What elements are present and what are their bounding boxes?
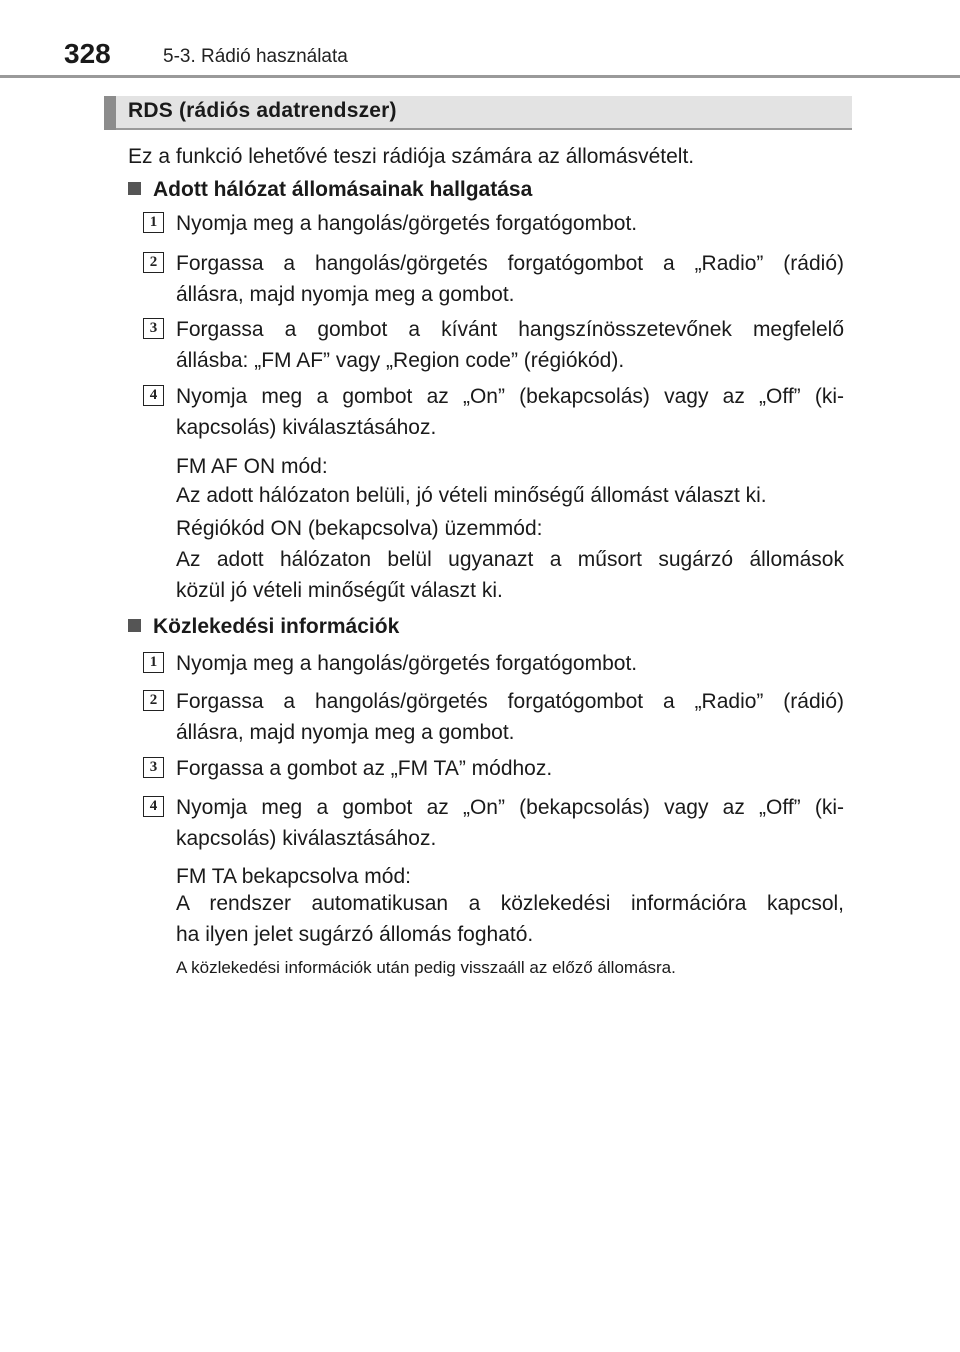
intro-text: Ez a funkció lehetővé teszi rádiója számára az állomásvételt. bbox=[128, 145, 695, 168]
mode-description: A rendszer automatikusan a közlekedési információra kapcsol, bbox=[176, 892, 844, 915]
step-number-badge: 2 bbox=[143, 252, 164, 273]
mode-title: FM AF ON mód: bbox=[176, 455, 328, 478]
chapter-title: 5-3. Rádió használata bbox=[163, 46, 348, 67]
mode-title: FM TA bekapcsolva mód: bbox=[176, 865, 411, 888]
step-text-continued: állásra, majd nyomja meg a gombot. bbox=[176, 721, 515, 744]
step-text-continued: kapcsolás) kiválasztásához. bbox=[176, 827, 437, 850]
step-text: Forgassa a hangolás/görgetés forgatógombot a „Radio” (rádió) bbox=[176, 690, 844, 713]
step-text: Nyomja meg a gombot az „On” (bekapcsolás) vagy az „Off” (ki- bbox=[176, 796, 844, 819]
subsection-title: Közlekedési információk bbox=[153, 615, 400, 638]
step-text: Forgassa a gombot az „FM TA” módhoz. bbox=[176, 757, 553, 780]
step-number-badge: 4 bbox=[143, 385, 164, 406]
section-title: RDS (rádiós adatrendszer) bbox=[128, 99, 397, 122]
step-number-badge: 3 bbox=[143, 757, 164, 778]
mode-description: Az adott hálózaton belül ugyanazt a műsort sugárzó állomások bbox=[176, 548, 844, 571]
subsection-title: Adott hálózat állomásainak hallgatása bbox=[153, 178, 533, 201]
step-number-badge: 1 bbox=[143, 652, 164, 673]
step-text-continued: állásra, majd nyomja meg a gombot. bbox=[176, 283, 515, 306]
mode-description: Az adott hálózaton belüli, jó vételi minőségű állomást választ ki. bbox=[176, 484, 767, 507]
mode-description-continued: közül jó vételi minőségűt választ ki. bbox=[176, 579, 503, 602]
square-bullet-icon bbox=[128, 182, 141, 195]
mode-title: Régiókód ON (bekapcsolva) üzemmód: bbox=[176, 517, 543, 540]
step-text: Forgassa a gombot a kívánt hangszínösszetevőnek megfelelő bbox=[176, 318, 844, 341]
subsection-heading-network bbox=[128, 178, 532, 202]
page-header bbox=[0, 0, 960, 80]
step-number-badge: 4 bbox=[143, 796, 164, 817]
step-text: Nyomja meg a gombot az „On” (bekapcsolás) vagy az „Off” (ki- bbox=[176, 385, 844, 408]
section-heading-bar bbox=[104, 96, 852, 130]
step-text-continued: állásba: „FM AF” vagy „Region code” (régiókód). bbox=[176, 349, 625, 372]
step-text: Forgassa a hangolás/görgetés forgatógombot a „Radio” (rádió) bbox=[176, 252, 844, 275]
section-accent bbox=[104, 96, 116, 130]
mode-description-continued: ha ilyen jelet sugárzó állomás fogható. bbox=[176, 923, 534, 946]
step-number-badge: 3 bbox=[143, 318, 164, 339]
header-divider bbox=[0, 75, 960, 78]
square-bullet-icon bbox=[128, 619, 141, 632]
page-number: 328 bbox=[64, 38, 111, 69]
step-text: Nyomja meg a hangolás/görgetés forgatógombot. bbox=[176, 652, 638, 675]
step-text: Nyomja meg a hangolás/görgetés forgatógombot. bbox=[176, 212, 638, 235]
subsection-heading-traffic bbox=[128, 615, 399, 639]
step-number-badge: 2 bbox=[143, 690, 164, 711]
step-text-continued: kapcsolás) kiválasztásához. bbox=[176, 416, 437, 439]
footnote: A közlekedési információk után pedig visszaáll az előző állomásra. bbox=[176, 958, 676, 977]
step-number-badge: 1 bbox=[143, 212, 164, 233]
